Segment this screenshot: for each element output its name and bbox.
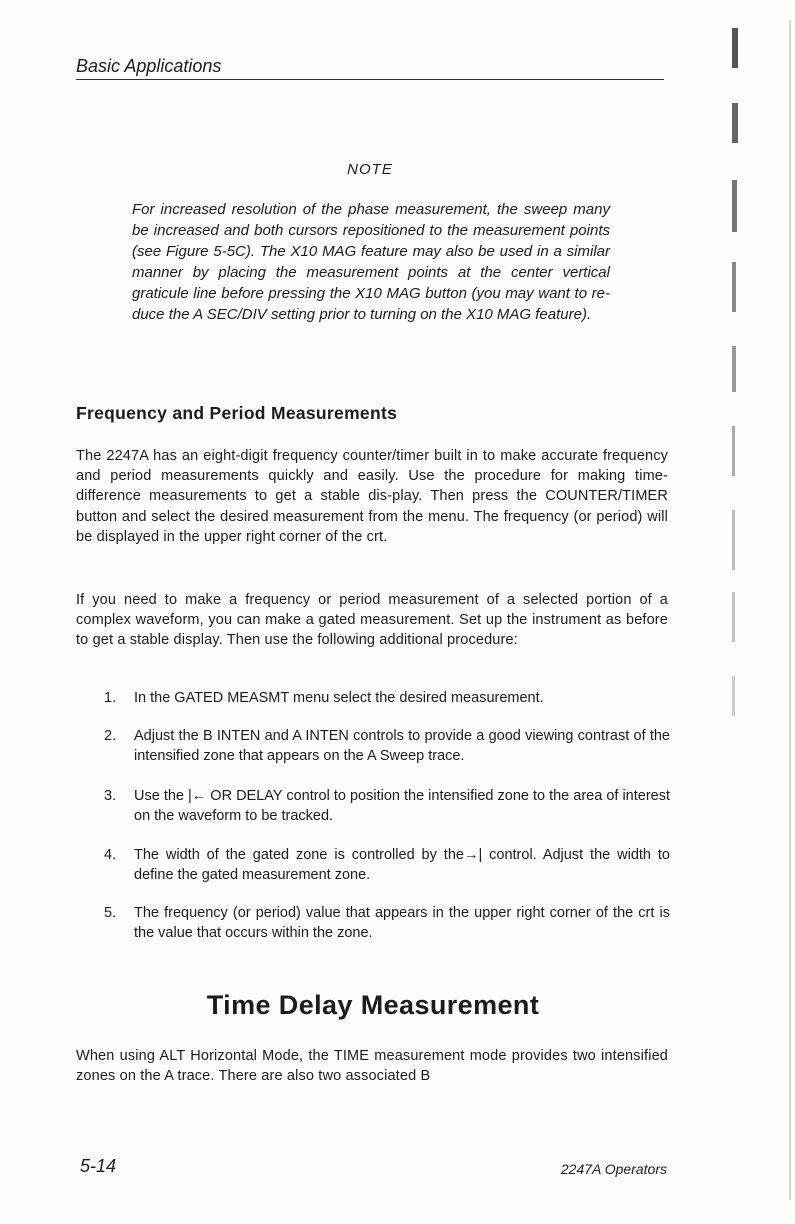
step-number: 1.	[104, 690, 117, 706]
step-number: 4.	[104, 847, 117, 863]
manual-title: 2247A Operators	[560, 1161, 667, 1177]
step-text: The frequency (or period) value that appears in the upper right corner of the crt is the value that occurs within the zone.	[134, 905, 670, 942]
step-text: Adjust the B INTEN and A INTEN controls to provide a good viewing contrast of the intensified zone that appears on the A Sweep trace.	[134, 728, 670, 765]
step-text: In the GATED MEASMT menu select the desired measurement.	[134, 690, 544, 706]
step-number: 3.	[104, 788, 117, 804]
page-edge-tab-marks	[732, 0, 795, 1224]
paragraph-gated-measurement: If you need to make a frequency or period measurement of a selected portion of a complex waveform, you can make a gated measurement. Set up the instrument as before to get a stable display. Then use the following additional procedure:	[76, 592, 668, 649]
step-number: 2.	[104, 728, 117, 744]
step-text: Use the |← OR DELAY control to position the intensified zone to the area of interest on the waveform to be tracked.	[134, 788, 670, 825]
header-section-title: Basic Applications	[76, 56, 222, 76]
section-heading-frequency: Frequency and Period Measurements	[76, 403, 398, 423]
step-text: The width of the gated zone is controlled by the→| control. Adjust the width to define the gated measurement zone.	[134, 847, 670, 884]
section-heading-time-delay: Time Delay Measurement	[206, 990, 540, 1020]
running-header	[76, 56, 664, 80]
page-number: 5-14	[80, 1156, 117, 1176]
paragraph-frequency-intro: The 2247A has an eight-digit frequency counter/timer built in to make accurate frequency and period measurements quickly and easily. Use the procedure for making time-difference measurements to get a stable dis-play. Then press the COUNTER/TIMER button and select the desired measurement from the menu. The frequency (or period) will be displayed in the upper right corner of the crt.	[76, 448, 668, 545]
step-number: 5.	[104, 905, 117, 921]
note-title: NOTE	[347, 161, 393, 178]
note-body: For increased resolution of the phase measurement, the sweep many be increased and both cursors repositioned to the measurement points (see Figure 5-5C). The X10 MAG feature may also be used in a similar manner by placing the measurement points at the center vertical graticule line before pressing the X10 MAG button (you may want to re-duce the A SEC/DIV setting prior to turning on the X10 MAG feature).	[132, 201, 610, 323]
paragraph-time-delay: When using ALT Horizontal Mode, the TIME measurement mode provides two intensified zones on the A trace. There are also two associated B	[76, 1048, 668, 1085]
